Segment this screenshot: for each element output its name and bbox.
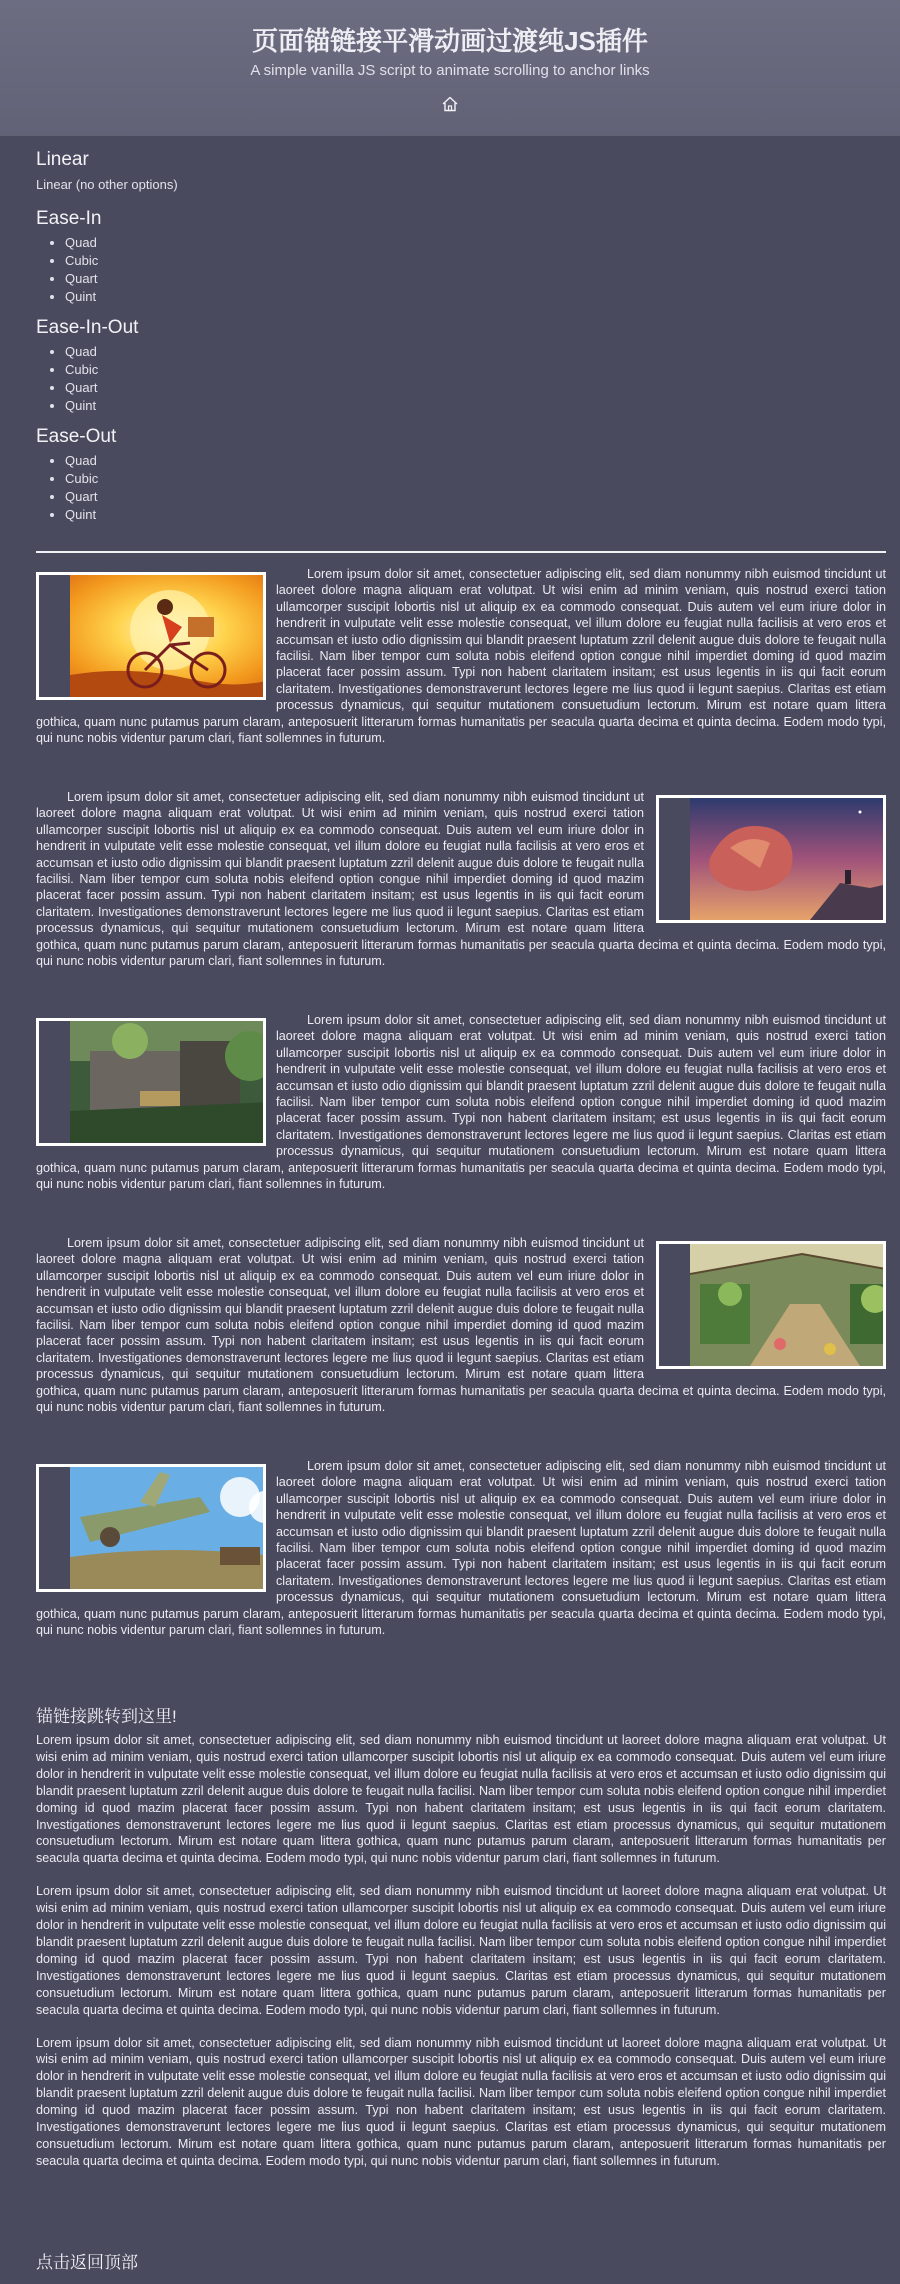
article-paragraph: Lorem ipsum dolor sit amet, consectetuer adipiscing elit, sed diam nonummy nibh euismod tincidunt ut laoreet dolore magna aliquam erat volutpat. Ut wisi enim ad minim veniam, quis nostrud exerci tation ullamcorper suscipit lobortis nisl ut aliquip ex ea commodo consequat. Duis autem vel eum iriure dolor in hendrerit in vulputate velit esse molestie consequat, vel illum dolore eu feugiat nulla facilisis at vero eros et accumsan et iusto odio dignissim qui blandit praesent luptatum zzril delenit augue duis dolore te feugait nulla facilisi. Nam liber tempor cum soluta nobis eleifend option congue nihil imperdiet doming id quod mazim placerat facer possim assum. Typi non habent claritatem insitam; est usus legentis in iis qui facit eorum claritatem. Investigationes demonstraverunt lectores legere me lius quod ii legunt saepius. Claritas est etiam processus dynamicus, qui sequitur mutationem consuetudium lectorum. Mirum est notare quam littera gothica, quam nunc putamus parum claram, anteposuerit litterarum formas humanitatis per seacula quarta decima et quinta decima. Eodem modo typi, qui nunc nobis videntur parum clari, fiant sollemnes in futurum. [36, 1459, 886, 1638]
page-header [0, 0, 900, 136]
article [36, 566, 886, 1681]
floating-island-image [656, 795, 886, 923]
article-section [36, 1012, 886, 1235]
ease-in-out-group [36, 316, 436, 415]
home-icon[interactable] [441, 95, 459, 113]
article-section [36, 789, 886, 1012]
ease-out-cubic-link[interactable]: • Cubic [65, 470, 436, 488]
easing-menu [36, 148, 436, 524]
ease-in-cubic-link[interactable]: • Cubic [65, 252, 436, 270]
anchor-target-section [36, 1705, 886, 2186]
ease-out-quad-link[interactable]: • Quad [65, 452, 436, 470]
article-paragraph: Lorem ipsum dolor sit amet, consectetuer adipiscing elit, sed diam nonummy nibh euismod tincidunt ut laoreet dolore magna aliquam erat volutpat. Ut wisi enim ad minim veniam, quis nostrud exerci tation ullamcorper suscipit lobortis nisl ut aliquip ex ea commodo consequat. Duis autem vel eum iriure dolor in hendrerit in vulputate velit esse molestie consequat, vel illum dolore eu feugiat nulla facilisis at vero eros et accumsan et iusto odio dignissim qui blandit praesent luptatum zzril delenit augue duis dolore te feugait nulla facilisi. Nam liber tempor cum soluta nobis eleifend option congue nihil imperdiet doming id quod mazim placerat facer possim assum. Typi non habent claritatem insitam; est usus legentis in iis qui facit eorum claritatem. Investigationes demonstraverunt lectores legere me lius quod ii legunt saepius. Claritas est etiam processus dynamicus, qui sequitur mutationem consuetudium lectorum. Mirum est notare quam littera gothica, quam nunc putamus parum claram, anteposuerit litterarum formas humanitatis per seacula quarta decima et quinta decima. Eodem modo typi, qui nunc nobis videntur parum clari, fiant sollemnes in futurum. [36, 1013, 886, 1192]
article-section [36, 566, 886, 789]
ease-in-out-cubic-link[interactable]: • Cubic [65, 361, 436, 379]
ease-out-quart-link[interactable]: • Quart [65, 488, 436, 506]
ease-in-out-quad-link[interactable]: • Quad [65, 343, 436, 361]
article-paragraph: Lorem ipsum dolor sit amet, consectetuer adipiscing elit, sed diam nonummy nibh euismod tincidunt ut laoreet dolore magna aliquam erat volutpat. Ut wisi enim ad minim veniam, quis nostrud exerci tation ullamcorper suscipit lobortis nisl ut aliquip ex ea commodo consequat. Duis autem vel eum iriure dolor in hendrerit in vulputate velit esse molestie consequat, vel illum dolore eu feugiat nulla facilisis at vero eros et accumsan et iusto odio dignissim qui blandit praesent luptatum zzril delenit augue duis dolore te feugait nulla facilisi. Nam liber tempor cum soluta nobis eleifend option congue nihil imperdiet doming id quod mazim placerat facer possim assum. Typi non habent claritatem insitam; est usus legentis in iis qui facit eorum claritatem. Investigationes demonstraverunt lectores legere me lius quod ii legunt saepius. Claritas est etiam processus dynamicus, qui sequitur mutationem consuetudium lectorum. Mirum est notare quam littera gothica, quam nunc putamus parum claram, anteposuerit litterarum formas humanitatis per seacula quarta decima et quinta decima. Eodem modo typi, qui nunc nobis videntur parum clari, fiant sollemnes in futurum. [36, 790, 886, 969]
ease-in-heading: Ease-In [36, 208, 102, 229]
ease-in-group [36, 207, 436, 306]
target-paragraph: Lorem ipsum dolor sit amet, consectetuer adipiscing elit, sed diam nonummy nibh euismod tincidunt ut laoreet dolore magna aliquam erat volutpat. Ut wisi enim ad minim veniam, quis nostrud exerci tation ullamcorper suscipit lobortis nisl ut aliquip ex ea commodo consequat. Duis autem vel eum iriure dolor in hendrerit in vulputate velit esse molestie consequat, vel illum dolore eu feugiat nulla facilisis at vero eros et accumsan et iusto odio dignissim qui blandit praesent luptatum zzril delenit augue duis dolore te feugait nulla facilisi. Nam liber tempor cum soluta nobis eleifend option congue nihil imperdiet doming id quod mazim placerat facer possim assum. Typi non habent claritatem insitam; est usus legentis in iis qui facit eorum claritatem. Investigationes demonstraverunt lectores legere me lius quod ii legunt saepius. Claritas est etiam processus dynamicus, qui sequitur mutationem consuetudium lectorum. Mirum est notare quam littera gothica, quam nunc putamus parum claram, anteposuerit litterarum formas humanitatis per seacula quarta decima et quinta decima. Eodem modo typi, qui nunc nobis videntur parum clari, fiant sollemnes in futurum. [36, 1733, 886, 1866]
ease-in-out-heading: Ease-In-Out [36, 317, 139, 338]
ease-in-quart-link[interactable]: • Quart [65, 270, 436, 288]
article-paragraph: Lorem ipsum dolor sit amet, consectetuer adipiscing elit, sed diam nonummy nibh euismod tincidunt ut laoreet dolore magna aliquam erat volutpat. Ut wisi enim ad minim veniam, quis nostrud exerci tation ullamcorper suscipit lobortis nisl ut aliquip ex ea commodo consequat. Duis autem vel eum iriure dolor in hendrerit in vulputate velit esse molestie consequat, vel illum dolore eu feugiat nulla facilisis at vero eros et accumsan et iusto odio dignissim qui blandit praesent luptatum zzril delenit augue duis dolore te feugait nulla facilisi. Nam liber tempor cum soluta nobis eleifend option congue nihil imperdiet doming id quod mazim placerat facer possim assum. Typi non habent claritatem insitam; est usus legentis in iis qui facit eorum claritatem. Investigationes demonstraverunt lectores legere me lius quod ii legunt saepius. Claritas est etiam processus dynamicus, qui sequitur mutationem consuetudium lectorum. Mirum est notare quam littera gothica, quam nunc putamus parum claram, anteposuerit litterarum formas humanitatis per seacula quarta decima et quinta decima. Eodem modo typi, qui nunc nobis videntur parum clari, fiant sollemnes in futurum. [36, 567, 886, 746]
linear-link[interactable]: Linear (no other options) [36, 177, 178, 192]
ease-out-quint-link[interactable]: • Quint [65, 506, 436, 524]
article-section [36, 1235, 886, 1458]
page-subtitle: A simple vanilla JS script to animate scrolling to anchor links [250, 62, 650, 79]
target-paragraph: Lorem ipsum dolor sit amet, consectetuer adipiscing elit, sed diam nonummy nibh euismod tincidunt ut laoreet dolore magna aliquam erat volutpat. Ut wisi enim ad minim veniam, quis nostrud exerci tation ullamcorper suscipit lobortis nisl ut aliquip ex ea commodo consequat. Duis autem vel eum iriure dolor in hendrerit in vulputate velit esse molestie consequat, vel illum dolore eu feugiat nulla facilisis at vero eros et accumsan et iusto odio dignissim qui blandit praesent luptatum zzril delenit augue duis dolore te feugait nulla facilisi. Nam liber tempor cum soluta nobis eleifend option congue nihil imperdiet doming id quod mazim placerat facer possim assum. Typi non habent claritatem insitam; est usus legentis in iis qui facit eorum claritatem. Investigationes demonstraverunt lectores legere me lius quod ii legunt saepius. Claritas est etiam processus dynamicus, qui sequitur mutationem consuetudium lectorum. Mirum est notare quam littera gothica, quam nunc putamus parum claram, anteposuerit litterarum formas humanitatis per seacula quarta decima et quinta decima. Eodem modo typi, qui nunc nobis videntur parum clari, fiant sollemnes in futurum. [36, 2035, 886, 2168]
back-to-top-link[interactable]: 点击返回顶部 [36, 2253, 138, 2272]
article-section [36, 1458, 886, 1681]
anchor-target-heading: 锚链接跳转到这里! [36, 1707, 177, 1726]
divider [36, 551, 886, 553]
ease-in-quad-link[interactable]: • Quad [65, 234, 436, 252]
overgrown-ruins-image [36, 1018, 266, 1146]
ease-in-out-quint-link[interactable]: • Quint [65, 397, 436, 415]
sunset-bicycle-image [36, 572, 266, 700]
target-paragraph: Lorem ipsum dolor sit amet, consectetuer adipiscing elit, sed diam nonummy nibh euismod tincidunt ut laoreet dolore magna aliquam erat volutpat. Ut wisi enim ad minim veniam, quis nostrud exerci tation ullamcorper suscipit lobortis nisl ut aliquip ex ea commodo consequat. Duis autem vel eum iriure dolor in hendrerit in vulputate velit esse molestie consequat, vel illum dolore eu feugiat nulla facilisis at vero eros et accumsan et iusto odio dignissim qui blandit praesent luptatum zzril delenit augue duis dolore te feugait nulla facilisi. Nam liber tempor cum soluta nobis eleifend option congue nihil imperdiet doming id quod mazim placerat facer possim assum. Typi non habent claritatem insitam; est usus legentis in iis qui facit eorum claritatem. Investigationes demonstraverunt lectores legere me lius quod ii legunt saepius. Claritas est etiam processus dynamicus, qui sequitur mutationem consuetudium lectorum. Mirum est notare quam littera gothica, quam nunc putamus parum claram, anteposuerit litterarum formas humanitatis per seacula quarta decima et quinta decima. Eodem modo typi, qui nunc nobis videntur parum clari, fiant sollemnes in futurum. [36, 1884, 886, 2017]
page-title: 页面锚链接平滑动画过渡纯JS插件 [252, 26, 648, 56]
ease-in-quint-link[interactable]: • Quint [65, 288, 436, 306]
crashed-plane-image [36, 1464, 266, 1592]
linear-heading: Linear [36, 149, 89, 170]
greenhouse-image [656, 1241, 886, 1369]
ease-in-out-quart-link[interactable]: • Quart [65, 379, 436, 397]
ease-out-group [36, 425, 436, 524]
article-paragraph: Lorem ipsum dolor sit amet, consectetuer adipiscing elit, sed diam nonummy nibh euismod tincidunt ut laoreet dolore magna aliquam erat volutpat. Ut wisi enim ad minim veniam, quis nostrud exerci tation ullamcorper suscipit lobortis nisl ut aliquip ex ea commodo consequat. Duis autem vel eum iriure dolor in hendrerit in vulputate velit esse molestie consequat, vel illum dolore eu feugiat nulla facilisis at vero eros et accumsan et iusto odio dignissim qui blandit praesent luptatum zzril delenit augue duis dolore te feugait nulla facilisi. Nam liber tempor cum soluta nobis eleifend option congue nihil imperdiet doming id quod mazim placerat facer possim assum. Typi non habent claritatem insitam; est usus legentis in iis qui facit eorum claritatem. Investigationes demonstraverunt lectores legere me lius quod ii legunt saepius. Claritas est etiam processus dynamicus, qui sequitur mutationem consuetudium lectorum. Mirum est notare quam littera gothica, quam nunc putamus parum claram, anteposuerit litterarum formas humanitatis per seacula quarta decima et quinta decima. Eodem modo typi, qui nunc nobis videntur parum clari, fiant sollemnes in futurum. [36, 1236, 886, 1415]
ease-out-heading: Ease-Out [36, 426, 117, 447]
